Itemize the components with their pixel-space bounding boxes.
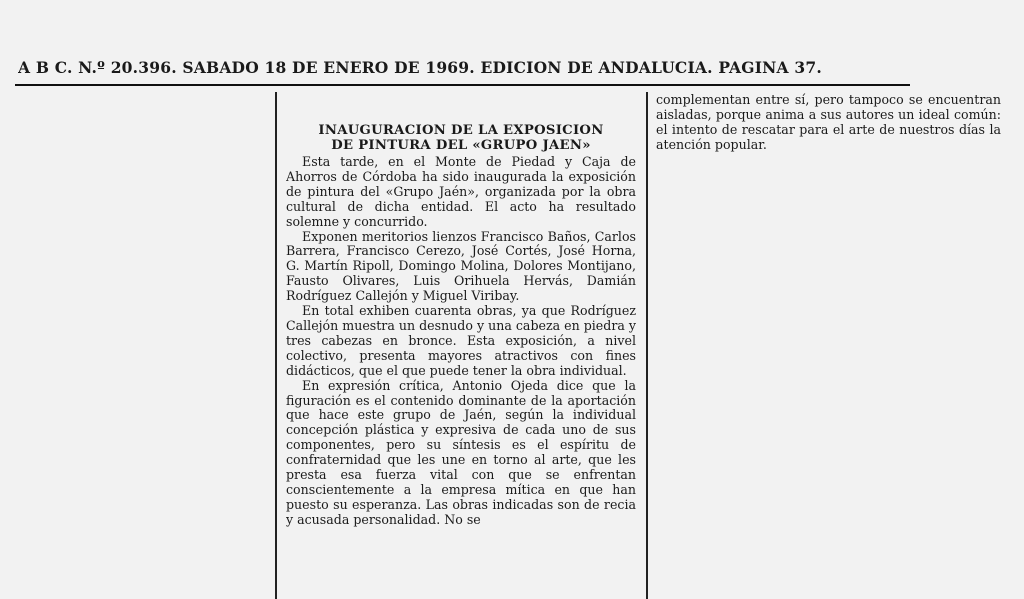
article-paragraph-3: En total exhiben cuarenta obras, ya que Rodríguez Callejón muestra un desnudo y una cabeza en piedra y tres cabezas en bronce. Esta exposición, a nivel colectivo, presenta mayores atractivos con fines didácticos, que el que puede tener la obra individual. xyxy=(286,303,636,378)
column-divider-right xyxy=(646,92,648,599)
article-column xyxy=(286,123,636,599)
article-headline xyxy=(286,123,636,153)
article-continuation-column xyxy=(656,93,1001,153)
headline-line-1: INAUGURACION DE LA EXPOSICION xyxy=(318,123,604,138)
column-divider-left xyxy=(275,92,277,599)
headline-line-2: DE PINTURA DEL «GRUPO JAEN» xyxy=(331,138,591,153)
article-continuation: complementan entre sí, pero tampoco se encuentran aisladas, porque anima a sus autores un ideal común: el intento de rescatar para el arte de nuestros días la atención popular. xyxy=(656,93,1001,152)
article-paragraph-4: En expresión crítica, Antonio Ojeda dice que la figuración es el contenido dominante de la aportación que hace este grupo de Jaén, según la individual concepción plástica y expresiva de cada uno de sus componentes, pero su síntesis es el espíritu de confraternidad que les une en torno al arte, que les presta esa fuerza vital con que se enfrentan conscientemente a la empresa mítica en que han puesto su esperanza. Las obras indicadas son de recia y acusada personalidad. No se xyxy=(286,377,636,527)
article-paragraph-1: Esta tarde, en el Monte de Piedad y Caja de Ahorros de Córdoba ha sido inaugurada la exposición de pintura del «Grupo Jaén», organizada por la obra cultural de dicha entidad. El acto ha resultado solemne y concurrido. xyxy=(286,154,636,229)
header-rule xyxy=(15,84,910,86)
article-paragraph-2: Exponen meritorios lienzos Francisco Baños, Carlos Barrera, Francisco Cerezo, José Cortés, José Horna, G. Martín Ripoll, Domingo Molina, Dolores Montijano, Fausto Olivares, Luis Orihuela Hervás, Damián Rodríguez Callejón y Miguel Viribay. xyxy=(286,228,636,304)
page-header: A B C. N.º 20.396. SABADO 18 DE ENERO DE 1969. EDICION DE ANDALUCIA. PAGINA 37. xyxy=(18,58,822,77)
